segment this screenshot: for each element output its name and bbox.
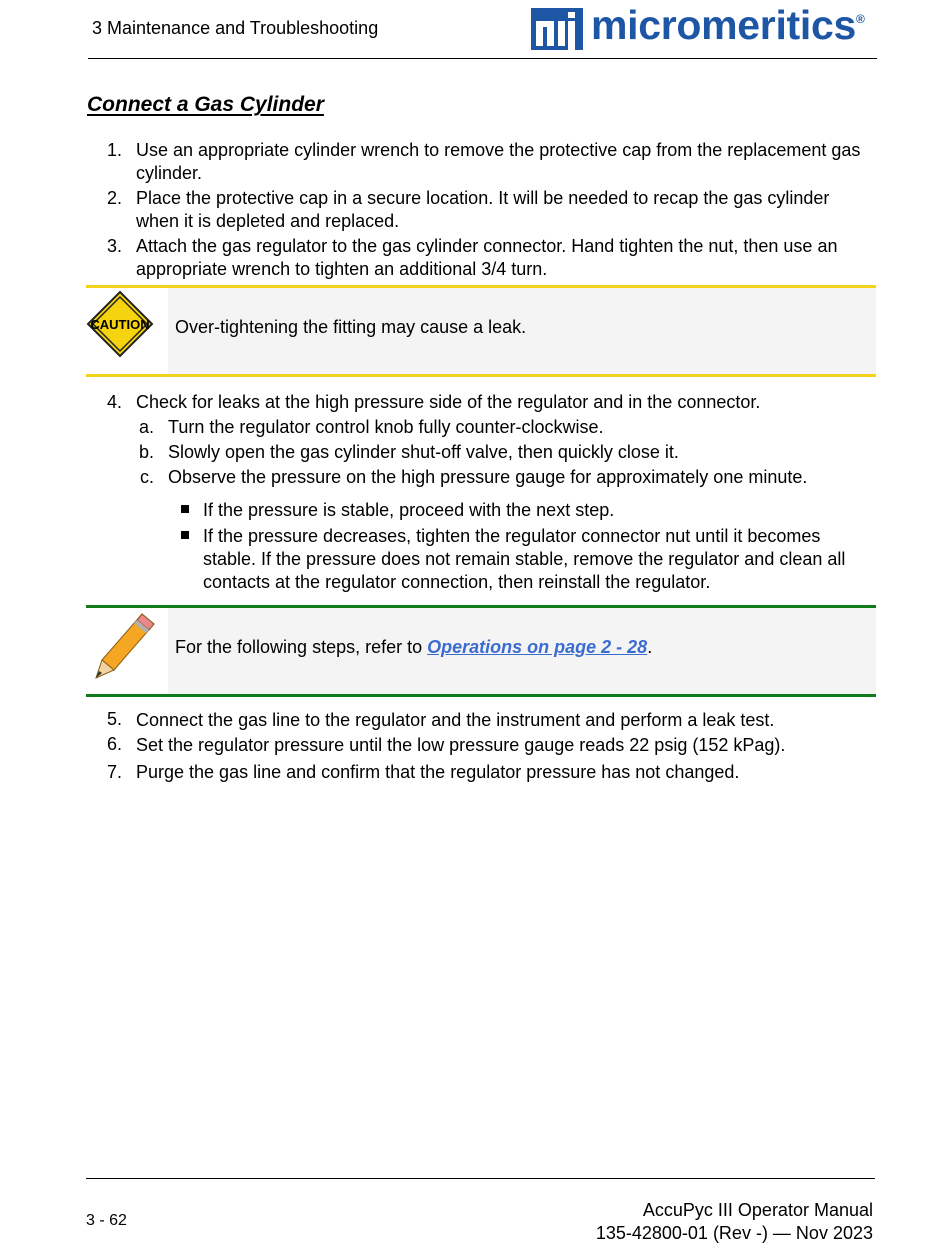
step-4-text: Check for leaks at the high pressure side of the regulator and in the connector. (136, 392, 761, 412)
section-title: Connect a Gas Cylinder (87, 93, 324, 116)
logo-mark-icon (531, 8, 583, 50)
bullet-2-line-2: stable. If the pressure does not remain stable, remove the regulator and clean all (203, 549, 846, 569)
step-7-number: 7. (106, 762, 122, 782)
footer-divider (86, 1178, 875, 1179)
step-7-text: Purge the gas line and confirm that the regulator pressure has not changed. (136, 762, 740, 782)
step-4-number: 4. (106, 392, 122, 412)
substep-c-letter: c. (139, 467, 154, 487)
bullet-2-line-1: If the pressure decreases, tighten the regulator connector nut until it becomes (203, 526, 821, 546)
step-1-number: 1. (106, 140, 122, 160)
footer-manual-info (596, 1199, 873, 1245)
note-callout (86, 605, 876, 697)
manual-id: 135-42800-01 (Rev -) — Nov 2023 (595, 1223, 873, 1243)
logo-wordmark: micromeritics (591, 2, 857, 48)
step-3-number: 3. (106, 236, 122, 256)
operations-page-link[interactable]: Operations on page 2 - 28 (427, 637, 648, 657)
step-5-number: 5. (106, 709, 122, 729)
step-2-number: 2. (106, 188, 122, 208)
bullet-2-line-3: contacts at the regulator connection, then reinstall the regulator. (203, 572, 711, 592)
step-3-line-1: Attach the gas regulator to the gas cylinder connector. Hand tighten the nut, then use an (136, 236, 838, 256)
step-6-number: 6. (106, 734, 122, 754)
caution-sign-icon (86, 290, 154, 358)
substep-a-letter: a. (138, 417, 154, 437)
substep-c-text: Observe the pressure on the high pressure gauge for approximately one minute. (168, 467, 808, 487)
note-text-prefix: For the following steps, refer to (175, 637, 428, 657)
caution-text: Over-tightening the fitting may cause a leak. (175, 317, 527, 337)
substep-a-text: Turn the regulator control knob fully counter-clockwise. (168, 417, 604, 437)
header-chapter-title: 3 Maintenance and Troubleshooting (92, 18, 379, 38)
bullet-1-text: If the pressure is stable, proceed with the next step. (203, 500, 615, 520)
header-divider (88, 58, 877, 59)
registered-mark: ® (856, 12, 865, 26)
bullet-1-marker (181, 505, 189, 513)
step-1-line-2: cylinder. (136, 163, 203, 183)
note-text-suffix: . (647, 637, 653, 657)
step-6-text: Set the regulator pressure until the low pressure gauge reads 22 psig (152 kPag). (136, 735, 786, 755)
step-2-line-2: when it is depleted and replaced. (136, 211, 400, 231)
bullet-2-marker (181, 531, 189, 539)
micromeritics-logo (531, 2, 871, 52)
step-1-line-1: Use an appropriate cylinder wrench to remove the protective cap from the replacement gas (136, 140, 861, 160)
pencil-icon (92, 612, 158, 680)
step-5-text: Connect the gas line to the regulator and the instrument and perform a leak test. (136, 710, 775, 730)
substep-b-text: Slowly open the gas cylinder shut-off valve, then quickly close it. (168, 442, 679, 462)
caution-callout (86, 285, 876, 377)
step-3-line-2: appropriate wrench to tighten an additional 3/4 turn. (136, 259, 548, 279)
svg-text:CAUTION: CAUTION (90, 317, 150, 332)
note-text (175, 637, 652, 658)
substep-b-letter: b. (138, 442, 154, 462)
step-2-line-1: Place the protective cap in a secure location. It will be needed to recap the gas cylinder (136, 188, 830, 208)
manual-title: AccuPyc III Operator Manual (642, 1200, 873, 1220)
page-number: 3 - 62 (86, 1212, 127, 1229)
